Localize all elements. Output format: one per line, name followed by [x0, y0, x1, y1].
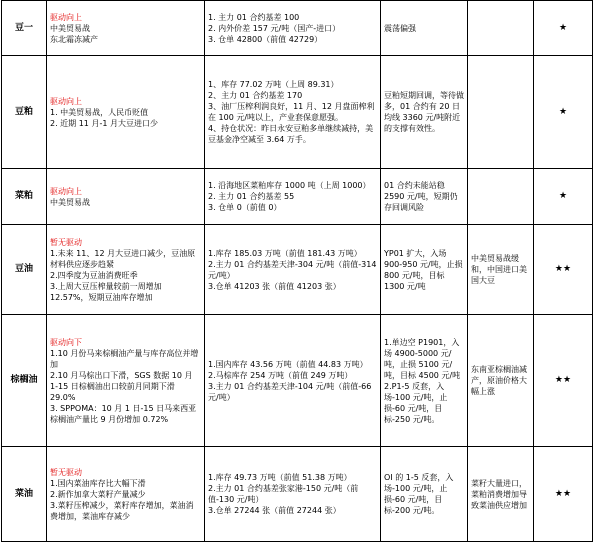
driver-label: 暂无驱动 [50, 237, 82, 247]
commodity-name: 棕榈油 [2, 315, 47, 447]
impact-cell [468, 169, 534, 225]
fundamental-line: 1. 主力 01 合约基差 100 [208, 12, 300, 22]
table-row [2, 56, 593, 169]
fundamental-line: 1.库存 49.73 万吨（前值 51.38 万吨） [208, 473, 352, 482]
strategy-line: 震荡偏强 [384, 23, 416, 33]
fundamental-line: 4、持仓状况：昨日永安豆粕多单继续减持，美豆基金净空减至 3.64 万手。 [208, 124, 374, 144]
driver-cell [47, 225, 205, 315]
fundamental-line: 3、油厂压榨利润良好，11 月、12 月盘面榨利在 100 元/吨以上，产业套保意愿强。 [208, 102, 375, 122]
driver-cell [47, 1, 205, 56]
star-rating: ★★ [534, 447, 593, 542]
strategy-line: 豆粕短期回调，等待做多，01 合约有 20 日均线 3360 元/吨附近的支撑有效性。 [384, 91, 464, 133]
fundamentals-cell [205, 1, 381, 56]
fundamentals-cell [205, 315, 381, 447]
impact-cell [468, 447, 534, 542]
strategy-cell [381, 315, 468, 447]
fundamentals-cell [205, 56, 381, 169]
strategy-cell [381, 225, 468, 315]
strategy-line: 1.单边空 P1901，入场 4900-5000 元/吨，止损 5100 元/吨，目标 4500 元/吨 [384, 337, 461, 380]
star-rating: ★ [534, 1, 593, 56]
driver-line: 3.上周大豆压榨量较前一周增加 12.57%，短期豆油库存增加 [50, 281, 162, 302]
commodity-name: 豆一 [2, 1, 47, 56]
driver-line: 中美贸易战 [50, 23, 90, 33]
impact-line: 中美贸易战缓和，中国进口美国大豆 [471, 254, 527, 285]
fundamental-line: 1. 沿海地区菜粕库存 1000 吨（上周 1000） [208, 181, 371, 190]
driver-line: 中美贸易战 [50, 197, 90, 207]
driver-label: 驱动向上 [50, 96, 82, 106]
table-row [2, 1, 593, 56]
fundamental-line: 2.马棕库存 254 万吨（前值 249 万吨） [208, 370, 353, 380]
driver-line: 2.10 月马棕出口下滑，SGS 数据 10 月 1-15 日棕榈油出口较前月同期下滑 29.0% [50, 370, 193, 402]
fundamental-line: 2. 内外价差 157 元/吨（国产-进口） [208, 23, 341, 33]
strategy-cell [381, 56, 468, 169]
star-rating: ★ [534, 56, 593, 169]
driver-line: 1.国内菜油库存比大幅下滑 [50, 478, 146, 488]
driver-line: 1.10 月份马来棕榈油产量与库存高位并增加 [50, 348, 199, 369]
commodity-name: 豆粕 [2, 56, 47, 169]
strategy-cell [381, 169, 468, 225]
impact-cell [468, 1, 534, 56]
table-row [2, 225, 593, 315]
commodity-name: 菜油 [2, 447, 47, 542]
driver-cell [47, 169, 205, 225]
impact-cell [468, 56, 534, 169]
fundamental-line: 1.国内库存 43.56 万吨（前值 44.83 万吨） [208, 359, 368, 369]
strategy-cell [381, 1, 468, 56]
fundamental-line: 3.仓单 41203 张（前值 41203 张） [208, 281, 341, 291]
fundamentals-cell [205, 447, 381, 542]
driver-line: 2.四季度为豆油消费旺季 [50, 270, 138, 280]
star-rating: ★★ [534, 315, 593, 447]
driver-line: 东北霜冻减产 [50, 34, 98, 44]
driver-cell [47, 447, 205, 542]
star-rating: ★★ [534, 225, 593, 315]
driver-label: 驱动向上 [50, 186, 82, 196]
strategy-line: 01 合约未能站稳 2590 元/吨，短期仍存回调风险 [384, 181, 458, 212]
fundamental-line: 1.库存 185.03 万吨（前值 181.43 万吨） [208, 248, 362, 258]
driver-line: 3.菜籽压榨减少，菜籽库存增加，菜油消费增加，菜油库存减少 [50, 500, 194, 521]
fundamental-line: 3.主力 01 合约基差天津-104 元/吨（前值-66 元/吨） [208, 381, 372, 402]
driver-cell [47, 56, 205, 169]
driver-line: 1. 中美贸易战，人民币贬值 [50, 107, 149, 117]
impact-cell [468, 315, 534, 447]
strategy-cell [381, 447, 468, 542]
fundamental-line: 2、主力 01 合约基差 170 [208, 91, 303, 100]
strategy-line: 2.P1-5 反套，入场-100 元/吨，止损-60 元/吨，目标-250 元/吨。 [384, 381, 448, 424]
fundamental-line: 2.主力 01 合约基差张家港-150 元/吨（前值-130 元/吨） [208, 484, 359, 504]
table-row [2, 447, 593, 542]
fundamental-line: 3.仓单 27244 张（前值 27244 张） [208, 506, 341, 515]
impact-line: 东南亚棕榈油减产，原油价格大幅上涨 [471, 365, 527, 396]
commodity-name: 豆油 [2, 225, 47, 315]
star-rating: ★ [534, 169, 593, 225]
driver-line: 1.未来 11、12 月大豆进口减少，豆油原材料供应逐步趋紧 [50, 248, 196, 269]
commodity-name: 菜粕 [2, 169, 47, 225]
futures-table [1, 0, 593, 542]
fundamental-line: 2. 主力 01 合约基差 55 [208, 192, 295, 201]
driver-label: 暂无驱动 [50, 467, 82, 477]
driver-line: 2. 近期 11 月-1 月大豆进口少 [50, 118, 158, 128]
driver-label: 驱动向上 [50, 12, 82, 22]
impact-line: 菜籽大量进口，菜粕消费增加导致菜油供应增加 [471, 478, 527, 510]
impact-cell [468, 225, 534, 315]
fundamentals-cell [205, 169, 381, 225]
table-row [2, 169, 593, 225]
fundamentals-cell [205, 225, 381, 315]
driver-line: 3. SPPOMA：10 月 1 日-15 日马来西亚棕榈油产量比 9 月份增加 0.72% [50, 403, 197, 424]
driver-line: 2.新作加拿大菜籽产量减少 [50, 489, 146, 499]
fundamental-line: 3. 仓单 42800（前值 42729） [208, 34, 323, 44]
fundamental-line: 3. 仓单 0（前值 0） [208, 203, 282, 212]
strategy-line: YP01 扩大，入场 900-950 元/吨，止损 800 元/吨，目标 1300 元/吨 [384, 248, 463, 291]
driver-label: 驱动向下 [50, 337, 82, 347]
driver-cell [47, 315, 205, 447]
table-row [2, 315, 593, 447]
fundamental-line: 1、库存 77.02 万吨（上周 89.31） [208, 80, 339, 89]
strategy-line: OI 的 1-5 反套，入场-100 元/吨，止损-60 元/吨，目标-200 元/吨。 [384, 473, 454, 515]
fundamental-line: 2.主力 01 合约基差天津-304 元/吨（前值-314 元/吨） [208, 259, 377, 280]
